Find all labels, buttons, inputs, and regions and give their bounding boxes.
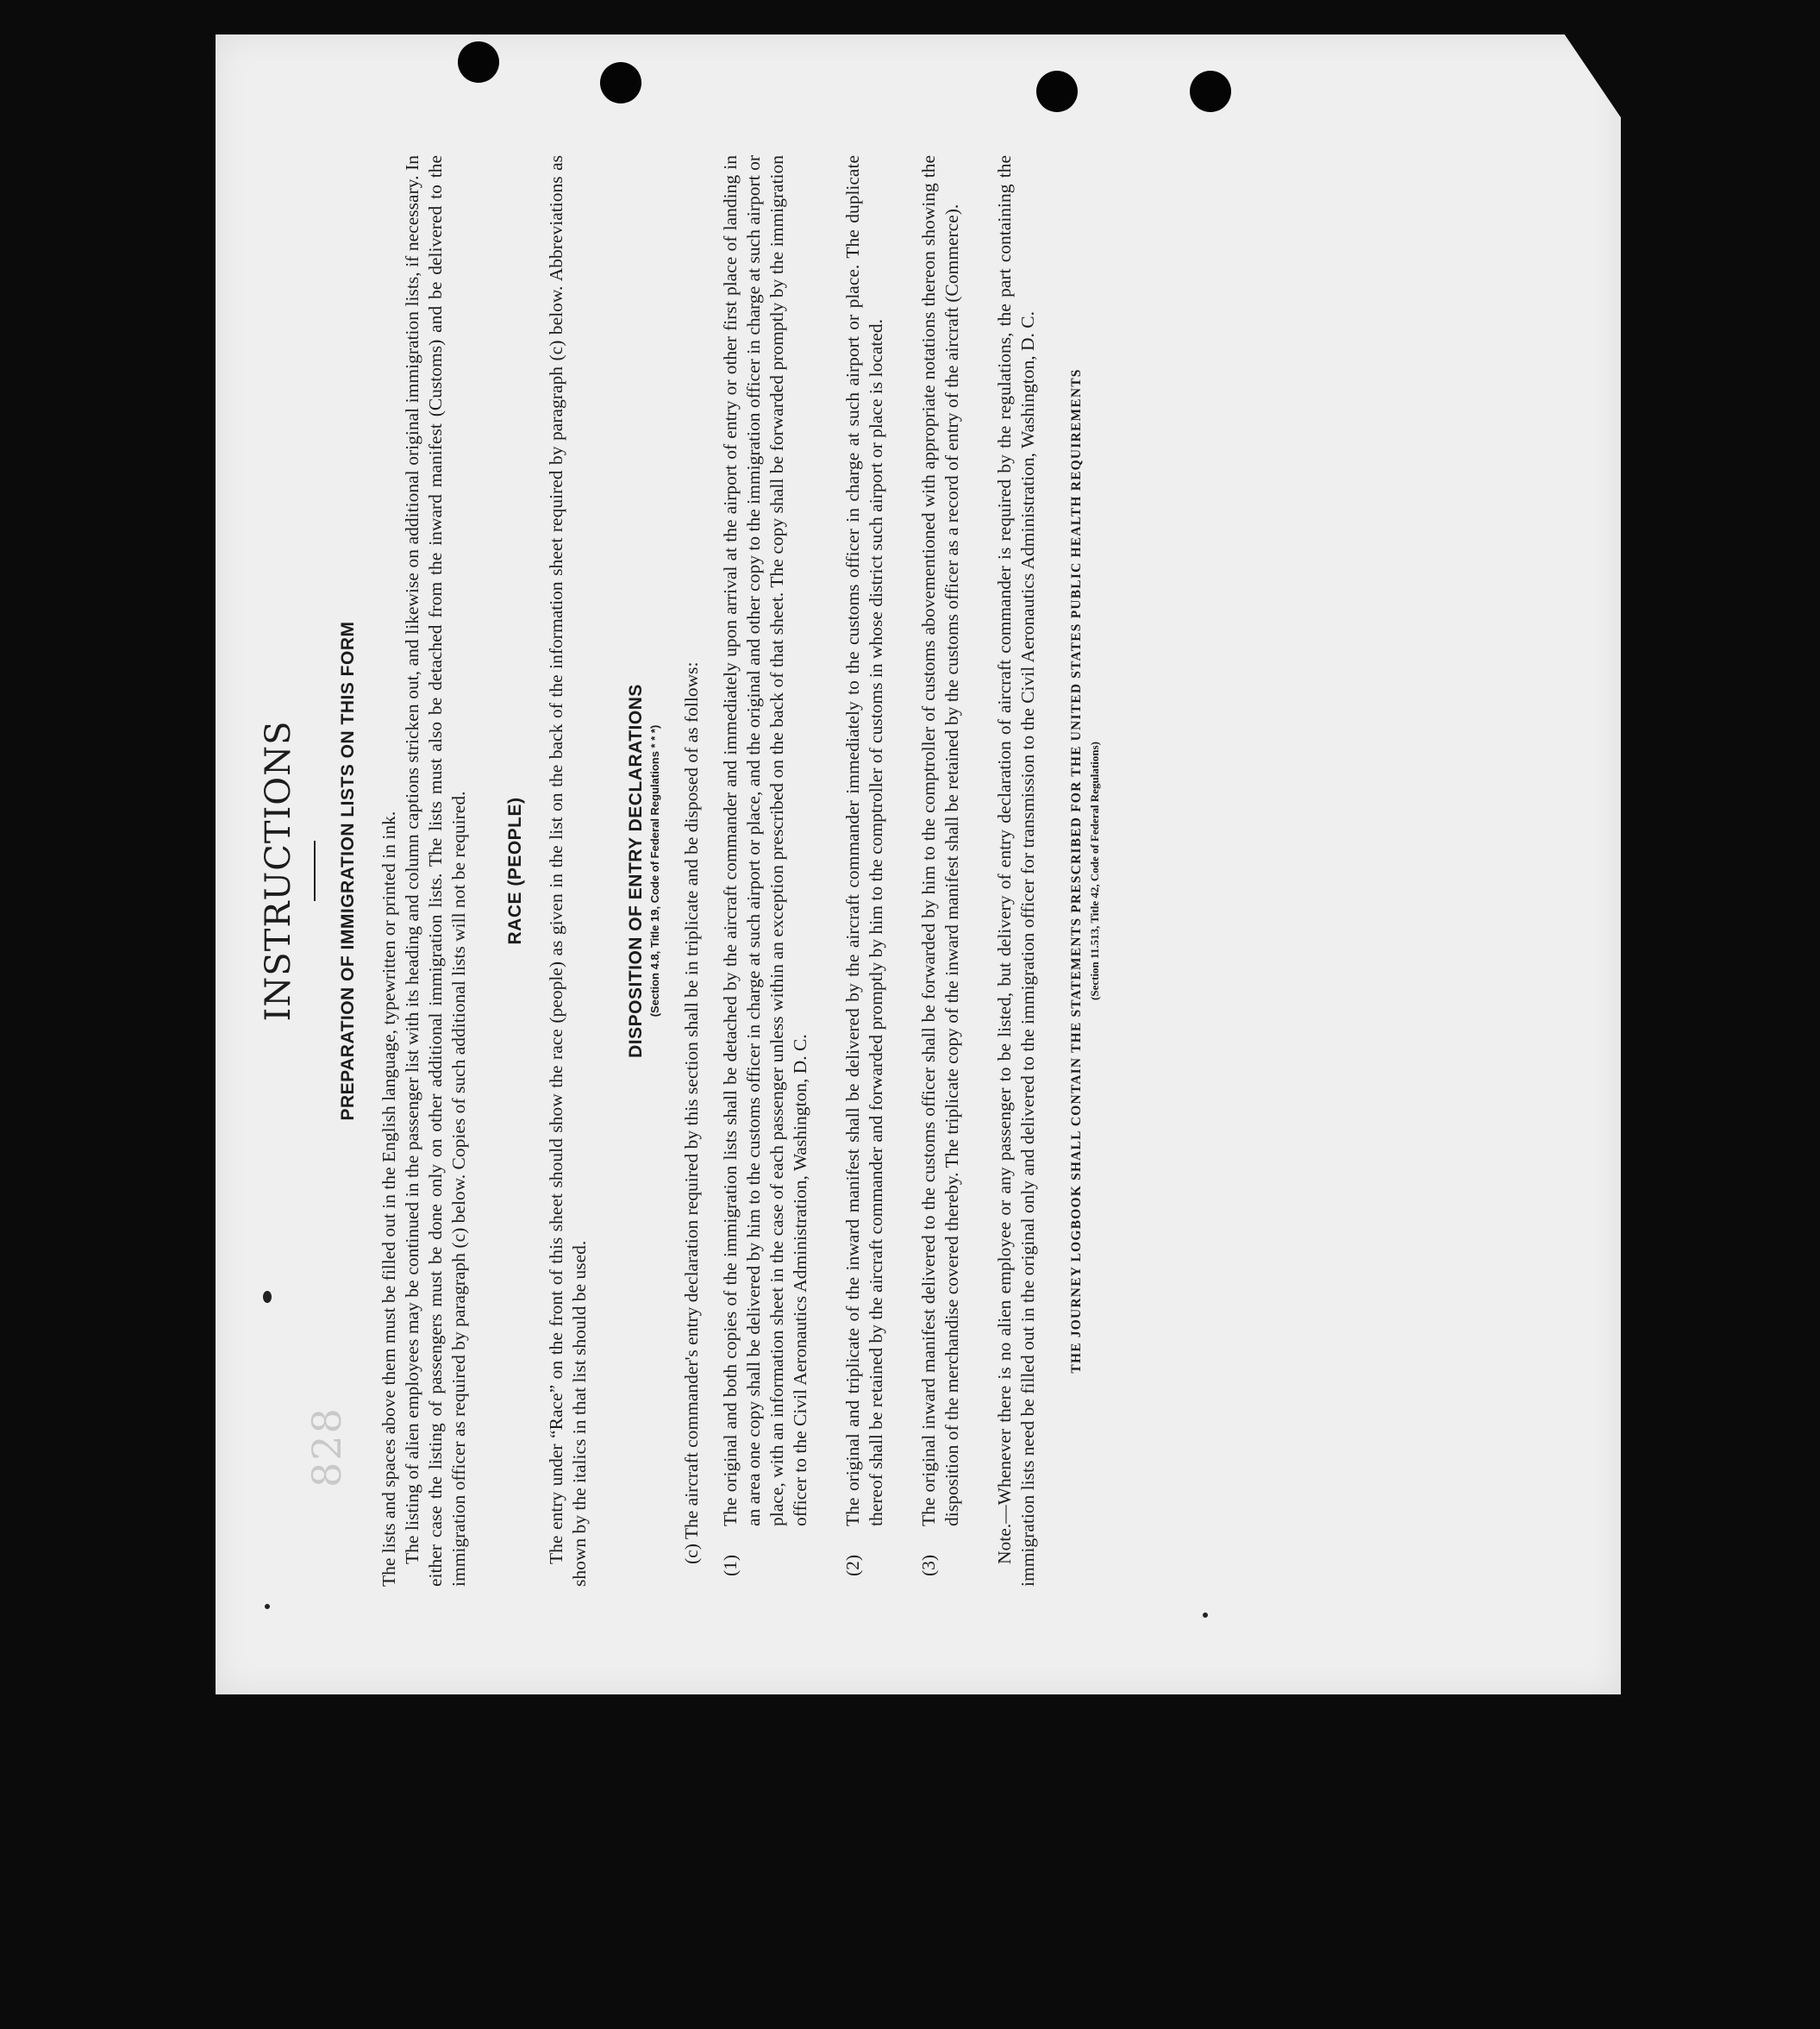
scan-speck <box>265 1604 270 1609</box>
note-paragraph: Note.—Whenever there is no alien employee or any passenger to be listed, but delivery of entry declaration of aircraft commander is required by the regulations, the part containing the immigration lists need be filled out in the original only and delivered to the immigration officer for transmission to the Civil Aeronautics Administration, Washington, D. C. <box>994 155 1038 1587</box>
punch-hole <box>1036 71 1078 112</box>
document-title: INSTRUCTIONS <box>259 720 298 1022</box>
list-item <box>841 155 888 1587</box>
footer-citation: (Section 11.513, Title 42, Code of Federal Regulations) <box>1088 742 1101 1000</box>
list-item-number: (3) <box>918 1554 939 1576</box>
section-preparation <box>378 155 471 1587</box>
punch-hole <box>600 62 641 103</box>
preparation-paragraph-2: The listing of alien employees may be continued in the passenger list with its heading and column captions stricken out, and likewise on additional original immigration lists, if necessary. In either case the listing of passengers must be done only on other additional immigration lists. The lists must also be detached from the inward manifest (Customs) and be delivered to the immigration officer as required by paragraph (c) below. Copies of such additional lists will not be required. <box>402 155 469 1587</box>
faint-page-number: 828 <box>303 1406 350 1487</box>
race-paragraph: The entry under “Race” on the front of this sheet should show the race (people) as given in the list on the back of the information sheet required by paragraph (c) below. Abbreviations as shown by the italics in that list should be used. <box>546 155 590 1587</box>
disposition-list <box>719 155 964 1587</box>
title-divider <box>314 841 316 901</box>
section-heading-race: RACE (PEOPLE) <box>505 797 525 945</box>
list-item-text: The original and both copies of the immigration lists shall be detached by the aircraft commander and immediately upon arrival at the airport of entry or other first place of landing in an area one copy shall be delivered by him to the customs officer in charge at such airport or place, and the original and other copy to the immigration officer in charge at such airport or place, with an information sheet in the case of each passenger unless within an exception prescribed on the back of that sheet. The copy shall be forwarded promptly by the immigration officer to the Civil Aeronautics Administration, Washington, D. C. <box>720 155 810 1526</box>
list-item-text: The original inward manifest delivered to the customs officer shall be forwarded by him to the comptroller of customs abovementioned with appropriate notations thereon showing the disposition of the merchandise covered thereby. The triplicate copy of the inward manifest shall be retained by the customs officer as a record of entry of the aircraft (Commerce). <box>918 155 962 1526</box>
section-race <box>545 155 591 1587</box>
rotated-document-content <box>259 155 1345 1587</box>
list-item <box>719 155 812 1587</box>
punch-hole <box>1190 71 1231 112</box>
disposition-intro: (c) The aircraft commander's entry declaration required by this section shall be in triplicate and be disposed of as follows: <box>681 661 702 1564</box>
list-item-text: The original and triplicate of the inward manifest shall be delivered by the aircraft commander immediately to the customs officer in charge at such airport or place. The duplicate thereof shall be retained by the aircraft commander and forwarded promptly by him to the comptroller of customs in whose district such airport or place is located. <box>842 155 886 1526</box>
section-heading-preparation: PREPARATION OF IMMIGRATION LISTS ON THIS FORM <box>338 621 358 1121</box>
section-heading-disposition: DISPOSITION OF ENTRY DECLARATIONS <box>626 684 646 1058</box>
preparation-paragraph-1: The lists and spaces above them must be filled out in the English language, typewritten or printed in ink. <box>378 811 399 1587</box>
punch-hole <box>458 41 499 83</box>
scan-speck <box>1203 1613 1208 1618</box>
section-citation: (Section 4.8, Title 19, Code of Federal Regulations * * *) <box>648 724 661 1018</box>
list-item <box>917 155 964 1587</box>
footer-requirement: THE JOURNEY LOGBOOK SHALL CONTAIN THE STATEMENTS PRESCRIBED FOR THE UNITED STATES PUBLIC HEALTH REQUIREMENTS <box>1069 368 1084 1374</box>
list-item-number: (1) <box>720 1554 741 1576</box>
list-item-number: (2) <box>842 1554 863 1576</box>
